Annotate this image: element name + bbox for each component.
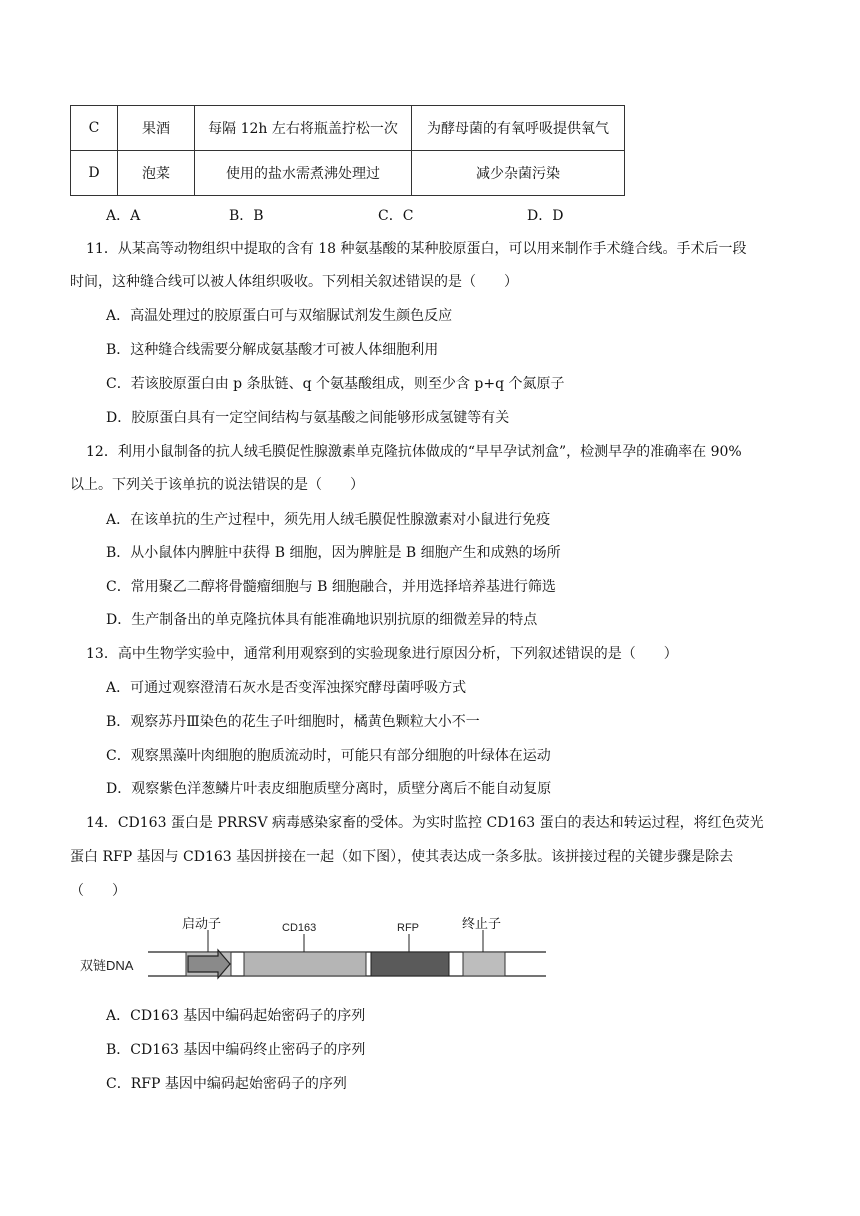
table-cell-letter: C (71, 106, 118, 151)
table-cell-method: 使用的盐水需煮沸处理过 (195, 151, 412, 196)
q12-option-b[interactable]: B．从小鼠体内脾脏中获得 B 细胞，因为脾脏是 B 细胞产生和成熟的场所 (106, 545, 561, 561)
q12-option-c[interactable]: C．常用聚乙二醇将骨髓瘤细胞与 B 细胞融合，并用选择培养基进行筛选 (106, 579, 556, 595)
table-row (71, 106, 625, 151)
table-cell-purpose: 为酵母菌的有氧呼吸提供氧气 (412, 106, 625, 151)
rfp-label: RFP (397, 922, 419, 934)
q14-stem-line2: 蛋白 RFP 基因与 CD163 基因拼接在一起（如下图），使其表达成一条多肽。该拼接过程的关键步骤是除去 (70, 849, 734, 865)
q11-stem-line2: 时间，这种缝合线可以被人体组织吸收。下列相关叙述错误的是（ ） (70, 274, 518, 290)
q13-option-d[interactable]: D．观察紫色洋葱鳞片叶表皮细胞质壁分离时，质壁分离后不能自动复原 (106, 781, 552, 797)
table-cell-method: 每隔 12h 左右将瓶盖拧松一次 (195, 106, 412, 151)
terminator-label: 终止子 (462, 917, 502, 932)
q14-option-c[interactable]: C．RFP 基因中编码起始密码子的序列 (106, 1076, 347, 1092)
dna-construct-diagram (78, 916, 558, 988)
choice-a[interactable]: A．A (106, 208, 141, 224)
table-cell-item: 果酒 (118, 106, 195, 151)
terminator-block (463, 952, 505, 976)
q13-stem-line1: 13．高中生物学实验中，通常利用观察到的实验现象进行原因分析，下列叙述错误的是（ ） (86, 646, 678, 662)
q14-stem-line1: 14．CD163 蛋白是 PRRSV 病毒感染家畜的受体。为实时监控 CD163 蛋白的表达和转运过程，将红色荧光 (86, 815, 764, 831)
q12-stem-line2: 以上。下列关于该单抗的说法错误的是（ ） (70, 477, 364, 493)
q12-option-d[interactable]: D．生产制备出的单克隆抗体具有能准确地识别抗原的细微差异的特点 (106, 612, 538, 628)
fermentation-table (70, 105, 625, 196)
q14-option-b[interactable]: B．CD163 基因中编码终止密码子的序列 (106, 1042, 366, 1058)
choice-c[interactable]: C．C (378, 208, 414, 224)
cd163-label: CD163 (282, 922, 317, 934)
table-cell-purpose: 减少杂菌污染 (412, 151, 625, 196)
q11-stem-line1: 11．从某高等动物组织中提取的含有 18 种氨基酸的某种胶原蛋白，可以用来制作手术缝合线。手术后一段 (86, 241, 747, 257)
q13-option-c[interactable]: C．观察黑藻叶肉细胞的胞质流动时，可能只有部分细胞的叶绿体在运动 (106, 748, 551, 764)
q11-option-d[interactable]: D．胶原蛋白具有一定空间结构与氨基酸之间能够形成氢键等有关 (106, 410, 510, 426)
table-cell-item: 泡菜 (118, 151, 195, 196)
q13-option-a[interactable]: A．可通过观察澄清石灰水是否变浑浊探究酵母菌呼吸方式 (106, 680, 467, 696)
q14-option-a[interactable]: A．CD163 基因中编码起始密码子的序列 (106, 1008, 366, 1024)
promoter-label: 启动子 (182, 917, 222, 932)
q14-stem-line3: （ ） (70, 883, 126, 899)
q13-option-b[interactable]: B．观察苏丹Ⅲ染色的花生子叶细胞时，橘黄色颗粒大小不一 (106, 714, 480, 730)
q12-stem-line1: 12．利用小鼠制备的抗人绒毛膜促性腺激素单克隆抗体做成的“早早孕试剂盒”，检测早孕的准确率在 90% (86, 444, 742, 460)
q11-option-c[interactable]: C．若该胶原蛋白由 p 条肽链、q 个氨基酸组成，则至少含 p+q 个氮原子 (106, 376, 565, 392)
q12-option-a[interactable]: A．在该单抗的生产过程中，须先用人绒毛膜促性腺激素对小鼠进行免疫 (106, 512, 551, 528)
q11-option-b[interactable]: B．这种缝合线需要分解成氨基酸才可被人体细胞利用 (106, 342, 439, 358)
table-cell-letter: D (71, 151, 118, 196)
table-row (71, 151, 625, 196)
choice-d[interactable]: D．D (527, 208, 564, 224)
choice-b[interactable]: B．B (229, 208, 264, 224)
rfp-block (371, 952, 449, 976)
cd163-block (244, 952, 366, 976)
dna-label: 双链DNA (80, 958, 134, 973)
q11-option-a[interactable]: A．高温处理过的胶原蛋白可与双缩脲试剂发生颜色反应 (106, 308, 453, 324)
q10-choices (0, 205, 860, 225)
